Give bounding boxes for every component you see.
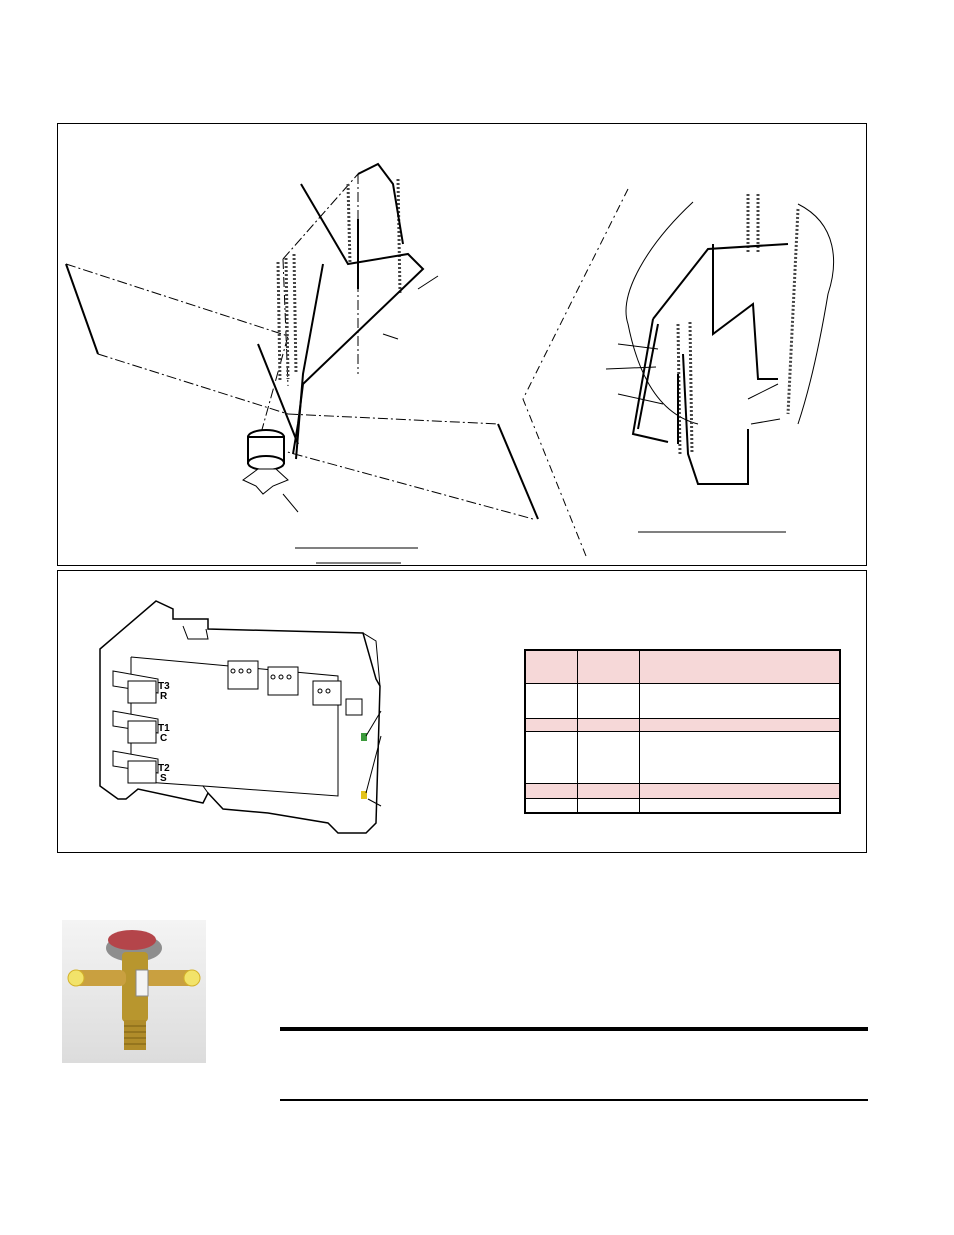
note-box-text — [280, 1036, 868, 1094]
table-row — [525, 683, 840, 719]
green-led — [361, 733, 367, 741]
right-coil-fins — [678, 194, 798, 454]
terminal-t1-id: T1 — [158, 723, 170, 734]
right-callout-leaders — [606, 344, 786, 532]
note-box-top-rule — [280, 1027, 868, 1031]
valve-threaded-stem — [124, 1020, 146, 1050]
expansion-valve-photo — [62, 920, 206, 1063]
piping-diagram-drawing — [58, 124, 868, 567]
valve-label — [136, 970, 148, 996]
terminal-t1-letter: C — [160, 733, 168, 744]
table-row — [525, 731, 840, 783]
terminal-lugs — [113, 671, 158, 783]
module-status-table — [524, 649, 841, 814]
terminal-t2-id: T2 — [158, 763, 170, 774]
left-coil-fins — [278, 179, 400, 382]
note-box-bottom-rule — [280, 1099, 868, 1101]
refrigerant-piping-figure — [57, 123, 867, 566]
right-refrigerant-lines — [633, 244, 788, 484]
table-row — [525, 719, 840, 732]
terminal-t2-letter: S — [160, 773, 167, 784]
left-coil-frame — [66, 174, 538, 519]
view-divider — [523, 189, 628, 556]
valve-cap — [108, 930, 156, 950]
table-header-row — [525, 650, 840, 683]
left-callout-leaders — [283, 276, 438, 563]
compressor — [243, 430, 288, 494]
valve-illustration — [62, 920, 206, 1063]
table-row — [525, 784, 840, 799]
terminal-t3-letter: R — [160, 691, 168, 702]
table-row — [525, 798, 840, 813]
connector-blocks — [183, 626, 362, 715]
terminal-labels — [158, 681, 170, 784]
terminal-t3-id: T3 — [158, 681, 170, 692]
